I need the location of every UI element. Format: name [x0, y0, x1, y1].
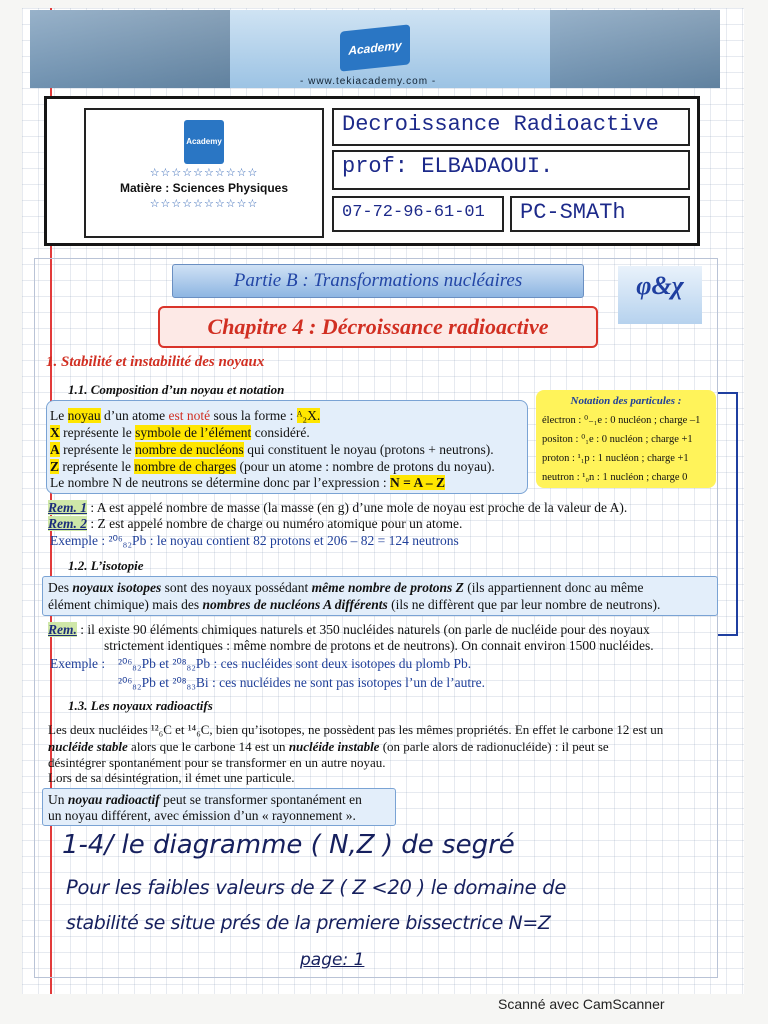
radio-line-1: Les deux nucléides ¹²₆C et ¹⁴₆C, bien qu’isotopes, ne possèdent pas les mêmes propriétés. En effet le carbone 12 est un [48, 722, 664, 737]
notation-title: Notation des particules : [570, 395, 682, 407]
handwritten-heading: 1-4/ le diagramme ( N,Z ) de segré [62, 830, 515, 860]
section-1-heading: 1. Stabilité et instabilité des noyaux [46, 354, 265, 370]
def-line-1: Le noyau d’un atome est noté sous la forme : ᴬ₂X. [50, 408, 321, 423]
level-label: PC-SMATh [510, 196, 690, 232]
doc-title: Decroissance Radioactive [332, 108, 690, 146]
rem-3-line-1: Rem. : il existe 90 éléments chimiques naturels et 350 nucléides naturels (on parle de nucléide pour des noyaux [48, 622, 650, 637]
academy-logo-small: Academy [184, 120, 224, 164]
notation-electron: électron : ⁰₋₁e : 0 nucléon ; charge –1 [542, 415, 701, 426]
academy-logo: Academy [340, 24, 410, 71]
banner-photo-right [550, 10, 720, 88]
radio-line-2: nucléide stable alors que le carbone 14 est un nucléide instable (on parle alors de radionucléide) : il peut se [48, 739, 609, 754]
notation-proton: proton : ¹₁p : 1 nucléon ; charge +1 [542, 453, 689, 464]
exemple-2-line-2: ²⁰⁶₈₂Pb et ²⁰⁸₈₃Bi : ces nucléides ne sont pas isotopes l’un de l’autre. [118, 675, 485, 690]
section-1-1-heading: 1.1. Composition d’un noyau et notation [68, 382, 285, 397]
chapter-title: Chapitre 4 : Décroissance radioactive [158, 306, 598, 348]
notation-positon: positon : ⁰₁e : 0 nucléon ; charge +1 [542, 434, 693, 445]
radiobox-line-1: Un noyau radioactif peut se transformer spontanément en [48, 792, 362, 807]
exemple-2-line-1: ²⁰⁶₈₂Pb et ²⁰⁸₈₂Pb : ces nucléides sont deux isotopes du plomb Pb. [118, 656, 472, 671]
notation-neutron: neutron : ¹₀n : 1 nucléon ; charge 0 [542, 472, 688, 483]
margin-bracket [718, 392, 738, 636]
banner-site: - www.tekiacademy.com - [300, 76, 437, 87]
phone-number: 07-72-96-61-01 [332, 196, 504, 232]
page-number: page: 1 [300, 950, 365, 970]
stars-bottom: ☆☆☆☆☆☆☆☆☆☆ [149, 198, 259, 210]
exemple-2-label: Exemple : [50, 656, 106, 671]
part-title: Partie B : Transformations nucléaires [172, 264, 584, 298]
def-line-4: Z représente le nombre de charges (pour un atome : nombre de protons du noyau). [50, 459, 495, 474]
header-brand-box [84, 108, 324, 238]
def-line-3: A représente le nombre de nucléons qui constituent le noyau (protons + neutrons). [50, 442, 494, 457]
phi-chi-logo: φ&χ [618, 266, 702, 324]
iso-line-2: élément chimique) mais des nombres de nucléons A différents (ils ne diffèrent que par leur nombre de neutrons). [48, 597, 661, 612]
section-1-3-heading: 1.3. Les noyaux radioactifs [68, 698, 213, 713]
def-line-2: X représente le symbole de l’élément considéré. [50, 425, 310, 440]
rem-3-line-2: strictement identiques : même nombre de protons et de neutrons). On connait environ 1500 nucléides. [104, 638, 654, 653]
exemple-1: Exemple : ²⁰⁶₈₂Pb : le noyau contient 82 protons et 206 – 82 = 124 neutrons [50, 533, 459, 548]
camscanner-footer: Scanné avec CamScanner [498, 996, 665, 1012]
matiere-label: Matière : Sciences Physiques [119, 181, 289, 195]
radiobox-line-2: un noyau différent, avec émission d’un « rayonnement ». [48, 808, 356, 823]
iso-line-1: Des noyaux isotopes sont des noyaux possédant même nombre de protons Z (ils appartiennent donc au même [48, 580, 644, 595]
notation-box [536, 390, 716, 488]
radio-line-3: désintégrer spontanément pour se transformer en un autre noyau. [48, 755, 386, 770]
handwritten-line-2: stabilité se situe prés de la premiere bissectrice N=Z [66, 912, 551, 934]
stars-top: ☆☆☆☆☆☆☆☆☆☆ [149, 167, 259, 179]
prof-name: prof: ELBADAOUI. [332, 150, 690, 190]
banner-photo-left [30, 10, 230, 88]
rem-2: Rem. 2 : Z est appelé nombre de charge ou numéro atomique pour un atome. [48, 516, 463, 531]
handwritten-line-1: Pour les faibles valeurs de Z ( Z <20 ) le domaine de [66, 876, 567, 899]
def-line-5: Le nombre N de neutrons se détermine donc par l’expression : N = A – Z [50, 475, 445, 490]
top-banner [30, 10, 720, 88]
rem-1: Rem. 1 : A est appelé nombre de masse (la masse (en g) d’une mole de noyau est proche de la valeur de A). [48, 500, 628, 515]
section-1-2-heading: 1.2. L’isotopie [68, 558, 144, 573]
radio-line-4: Lors de sa désintégration, il émet une particule. [48, 770, 295, 785]
